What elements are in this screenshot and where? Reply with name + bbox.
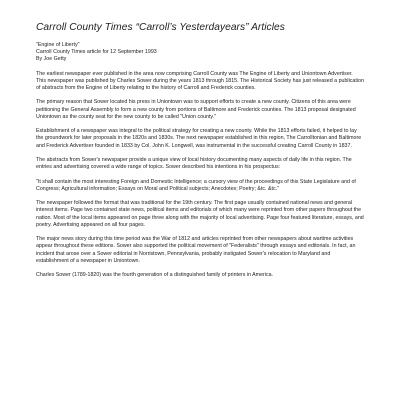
paragraph: The primary reason that Sower located his press in Uniontown was to support efforts to create a new county. Citizens of this area were petitioning the General Assembly to form a new county from portions of Baltimore and Frederick counties. The 1813 proposal designated Uniontown as the county seat for the new county to be called "Union county." — [36, 99, 356, 120]
paragraph: The earliest newspaper ever published in the area now comprising Carroll County was The Engine of Liberty and Uniontown Advertiser. This newspaper was published by Charles Sower during the years 1813 through 1815. The Historical Society has just released a publication of abstracts from the Engine of Liberty relating to the history of Carroll and Frederick counties. — [36, 70, 364, 92]
paragraph: The newspaper followed the format that was traditional for the 19th century. The first page usually contained national news and general interest items. Page two contained state news, political items and editorials of which many were reprinted from other papers throughout the nation. Most of the local items appeared on page three along with the majority of local advertising. Page four featured literature, essays, and poetry. Advertising appeared on all four pages. — [36, 200, 364, 228]
title-series: Carroll County Times — [36, 22, 133, 33]
document-title — [36, 21, 364, 34]
article-header — [36, 42, 364, 64]
paragraph: The abstracts from Sower's newspaper provide a unique view of local history documenting many aspects of daily life in this region. The entries and advertising covered a wide range of topics. Sower described his intentions in his prospectus: — [36, 157, 352, 171]
paragraph: Charles Sower (1789-1820) was the fourth generation of a distinguished family of printers in America. — [36, 272, 274, 279]
article-heading: "Engine of Liberty" — [36, 42, 80, 48]
prospectus-quote: "It shall contain the most interesting Foreign and Domestic Intelligence; a cursory view of the proceedings of this State Legislature and of Congress; Agricultural information; Essays on Moral and Political subjects; Anecdotes; Poetry; &tc. &tc." — [36, 178, 356, 192]
article-source: Carroll County Times article for 12 September 1993 — [36, 49, 157, 56]
title-column: “Carroll’s Yesterdayears” Articles — [135, 22, 285, 33]
paragraph: Establishment of a newspaper was integral to the political strategy for creating a new county. While the 1813 efforts failed, it helped to lay the groundwork for later proposals in the 1820s and 1830s. The next newspaper established in this region, The Carrolltonian and Baltimore and Frederick Advertiser founded in 1833 by Col. John K. Longwell, was instrumental in the successful creating Carroll County in 1837. — [36, 128, 362, 149]
paragraph: The major news story during this time period was the War of 1812 and articles reprinted from other newspapers about wartime activities appear throughout these editions. Sower also supported the political movement of "Federalists" through essays and editorials. In fact, an incident that arose over a Sower editorial in Norristown, Pennsylvania, probably instigated Sower's relocation to Maryland and establishment of a newspaper in Uniontown. — [36, 236, 356, 264]
article-author: By Joe Getty — [36, 56, 67, 63]
